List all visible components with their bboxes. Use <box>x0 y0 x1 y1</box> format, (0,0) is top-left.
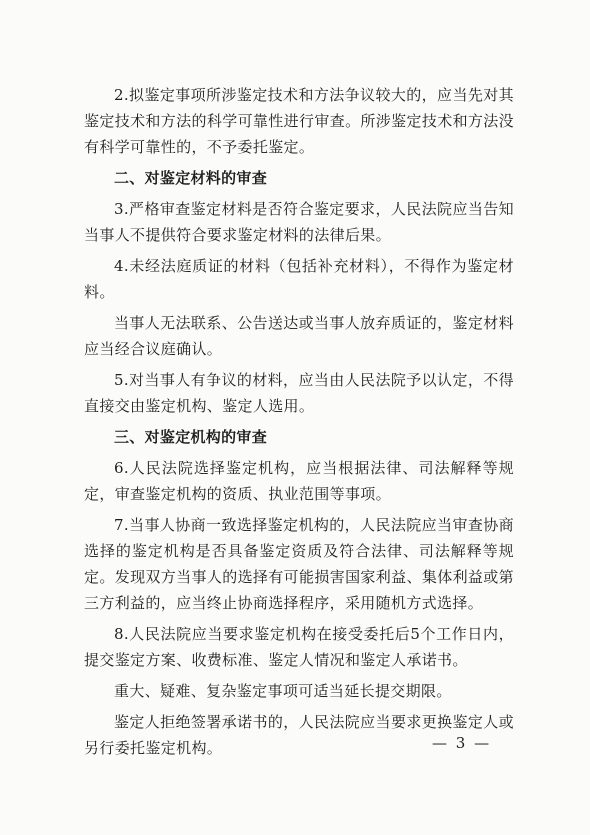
section-heading-3: 三、对鉴定机构的审查 <box>114 428 268 446</box>
paragraph-2: 2.拟鉴定事项所涉鉴定技术和方法争议较大的，应当先对其鉴定技术和方法的科学可靠性进行审查。所涉鉴定技术和方法没有科学可靠性的，不予委托鉴定。 <box>84 86 514 156</box>
paragraph-3: 3.严格审查鉴定材料是否符合鉴定要求，人民法院应当告知当事人不提供符合要求鉴定材料的法律后果。 <box>84 200 514 244</box>
paragraph-8-refusal: 鉴定人拒绝签署承诺书的，人民法院应当要求更换鉴定人或另行委托鉴定机构。 <box>84 713 514 757</box>
paragraph-4-continued: 当事人无法联系、公告送达或当事人放弃质证的，鉴定材料应当经合议庭确认。 <box>84 314 514 358</box>
document-body <box>84 82 514 766</box>
paragraph-7: 7.当事人协商一致选择鉴定机构的，人民法院应当审查协商选择的鉴定机构是否具备鉴定资质及符合法律、司法解释等规定。发现双方当事人的选择有可能损害国家利益、集体利益或第三方利益的，应当终止协商选择程序，采用随机方式选择。 <box>84 516 514 612</box>
paragraph-6: 6.人民法院选择鉴定机构，应当根据法律、司法解释等规定，审查鉴定机构的资质、执业范围等事项。 <box>84 459 514 503</box>
paragraph-8-extension: 重大、疑难、复杂鉴定事项可适当延长提交期限。 <box>114 682 452 700</box>
paragraph-4: 4.未经法庭质证的材料（包括补充材料），不得作为鉴定材料。 <box>84 257 514 301</box>
page-number: — 3 — <box>432 734 492 752</box>
paragraph-5: 5.对当事人有争议的材料，应当由人民法院予以认定，不得直接交由鉴定机构、鉴定人选用。 <box>84 371 514 415</box>
paragraph-8: 8.人民法院应当要求鉴定机构在接受委托后5个工作日内，提交鉴定方案、收费标准、鉴定人情况和鉴定人承诺书。 <box>84 625 514 669</box>
section-heading-2: 二、对鉴定材料的审查 <box>114 169 268 187</box>
